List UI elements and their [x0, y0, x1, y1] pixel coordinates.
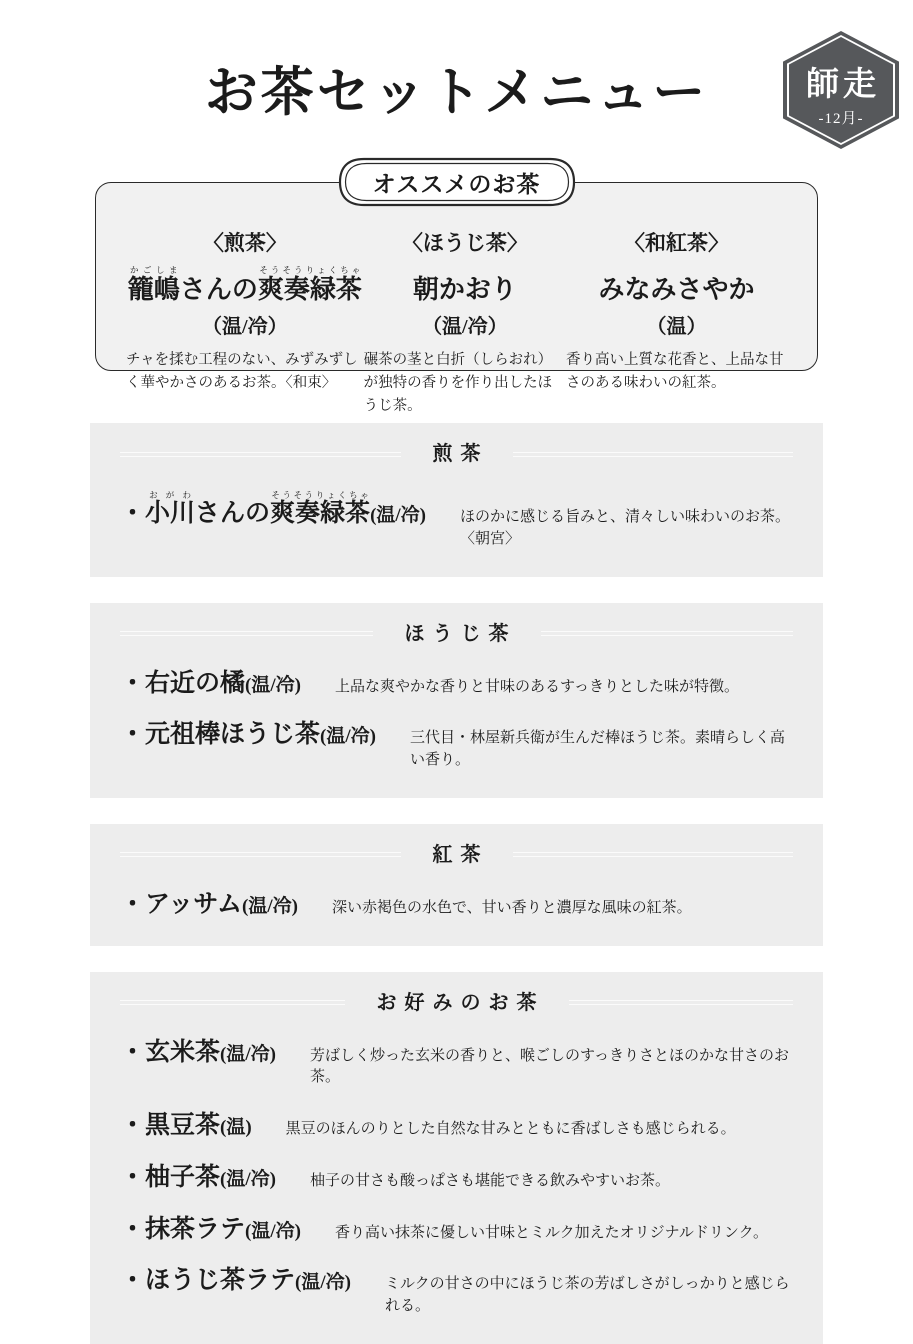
section-header [120, 441, 793, 467]
recommended-item [126, 227, 364, 419]
temperature-options: （温/冷） [422, 316, 508, 338]
menu-item [120, 1164, 793, 1193]
rule-right [513, 452, 794, 457]
temperature-options: (温/冷) [220, 1043, 276, 1065]
temperature-options: (温/冷) [370, 505, 426, 526]
section-items [120, 490, 793, 551]
tea-category: 〈ほうじ茶〉 [401, 231, 528, 255]
page-title: お茶セットメニュー [204, 64, 709, 122]
recommended-item [364, 227, 566, 419]
section-items [120, 1039, 793, 1318]
tea-category: 〈煎茶〉 [202, 231, 287, 255]
menu-item [120, 490, 793, 551]
recommended-label-text: オススメのお茶 [372, 171, 541, 197]
tea-name: ・黒豆茶 [120, 1112, 221, 1139]
temperature-options: (温/冷) [295, 1272, 351, 1294]
tea-category: 〈和紅茶〉 [624, 231, 730, 255]
menu-section [90, 972, 823, 1344]
rule-left [120, 452, 401, 457]
tea-description: 上品な爽やかな香りと甘味のあるすっきりとした味が特徴。 [334, 678, 740, 695]
temperature-options: （温/冷） [202, 316, 288, 338]
tea-name: ・アッサム [120, 890, 243, 918]
tea-description: 深い赤褐色の水色で、甘い香りと濃厚な風味の紅茶。 [331, 899, 692, 916]
tea-name: 籠嶋かごしまさんの爽奏緑茶そうそうりょくちゃ [127, 265, 362, 304]
badge-month-number: -12月- [818, 111, 864, 127]
tea-description: 黒豆のほんのりとした自然な甘みとともに香ばしさも感じられる。 [285, 1121, 736, 1137]
menu-section [90, 603, 823, 798]
tea-name: ・ほうじ茶ラテ [120, 1267, 296, 1295]
tea-name: ・小川おがわさんの爽奏緑茶そうそうりょくちゃ [120, 490, 371, 527]
tea-description: 香り高い抹茶に優しい甘味とミルク加えたオリジナルドリンク。 [334, 1224, 769, 1241]
tea-name: ・右近の橘 [120, 669, 246, 697]
menu-section [90, 824, 823, 946]
rule-left [120, 1000, 345, 1005]
section-title: ほうじ茶 [404, 622, 517, 645]
recommended-box [95, 171, 818, 415]
tea-name: ・元祖棒ほうじ茶 [120, 721, 321, 749]
section-items [120, 670, 793, 772]
tea-description: 三代目・林屋新兵衛が生んだ棒ほうじ茶。素晴らしく高い香り。 [409, 730, 785, 768]
tea-name: 朝かおり [412, 275, 517, 304]
menu-item [120, 891, 793, 920]
temperature-options: (温/冷) [245, 674, 301, 696]
temperature-options: (温/冷) [220, 1168, 276, 1190]
menu-section [90, 423, 823, 577]
rule-right [513, 852, 794, 857]
temperature-options: (温) [220, 1117, 252, 1138]
tea-description: 碾茶の茎と白折（しらおれ）が独特の香りを作り出したほうじ茶。 [363, 352, 553, 415]
tea-name: みなみさやか [598, 275, 755, 304]
tea-name: ・抹茶ラテ [120, 1215, 246, 1243]
tea-description: 芳ばしく炒った玄米の香りと、喉ごしのすっきりさとほのかな甘さのお茶。 [309, 1047, 790, 1086]
tea-description: ほのかに感じる旨みと、清々しい味わいのお茶。〈朝宮〉 [460, 509, 791, 547]
temperature-options: (温/冷) [320, 726, 376, 748]
badge-text [783, 31, 899, 149]
tea-description: 柚子の甘さも酸っぱさも堪能できる飲みやすいお茶。 [309, 1172, 670, 1189]
tea-description: ミルクの甘さの中にほうじ茶の芳ばしさがしっかりと感じられる。 [384, 1276, 790, 1314]
recommended-label [337, 153, 577, 211]
rule-left [120, 631, 373, 636]
temperature-options: (温/冷) [242, 895, 298, 917]
menu-item [120, 721, 793, 772]
menu-sections [90, 423, 823, 1344]
menu-item [120, 1216, 793, 1245]
section-header [120, 842, 793, 868]
tea-name: ・柚子茶 [120, 1163, 221, 1191]
rule-right [541, 631, 794, 636]
tea-description: 香り高い上質な花香と、上品な甘さのある味わいの紅茶。 [566, 352, 784, 392]
section-items [120, 891, 793, 920]
menu-item [120, 670, 793, 699]
temperature-options: （温） [646, 316, 707, 338]
recommended-item [566, 227, 787, 419]
tea-name: ・玄米茶 [120, 1038, 221, 1066]
menu-item [120, 1267, 793, 1318]
badge-month-name: 師走 [806, 67, 880, 103]
recommended-columns [96, 183, 817, 419]
section-header [120, 621, 793, 647]
tea-description: チャを揉む工程のない、みずみずしく華やかさのあるお茶。〈和束〉 [126, 352, 358, 392]
section-title: お好みのお茶 [376, 991, 545, 1014]
month-badge [783, 31, 899, 149]
rule-left [120, 852, 401, 857]
menu-item [120, 1039, 793, 1090]
section-title: 紅茶 [432, 843, 489, 866]
section-title: 煎茶 [432, 443, 489, 465]
section-header [120, 990, 793, 1016]
rule-right [569, 1000, 794, 1005]
temperature-options: (温/冷) [245, 1220, 301, 1242]
menu-item [120, 1112, 793, 1141]
